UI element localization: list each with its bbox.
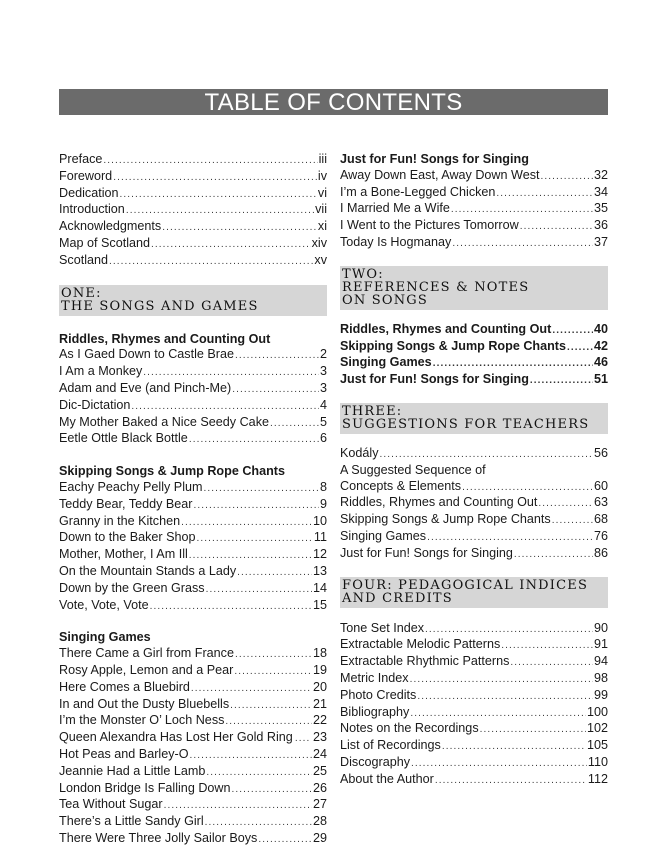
entry-title: Kodály bbox=[340, 445, 379, 460]
dot-leader bbox=[234, 664, 312, 680]
toc-entry[interactable] bbox=[340, 218, 608, 235]
toc-entry[interactable] bbox=[59, 364, 327, 381]
entry-title: Vote, Vote, Vote bbox=[59, 597, 149, 612]
dot-leader bbox=[520, 219, 593, 235]
entry-page: vi bbox=[317, 185, 327, 200]
dot-leader bbox=[232, 382, 319, 398]
entry-page: 99 bbox=[593, 687, 608, 702]
toc-entry[interactable] bbox=[59, 697, 327, 714]
toc-entry[interactable] bbox=[59, 730, 327, 747]
entry-title: Extractable Rhythmic Patterns bbox=[340, 654, 510, 669]
entry-title: Acknowledgments bbox=[59, 219, 162, 234]
dot-leader bbox=[191, 681, 312, 697]
toc-entry[interactable] bbox=[59, 431, 327, 448]
group-heading-riddles[interactable] bbox=[59, 332, 327, 348]
toc-entry[interactable] bbox=[340, 546, 608, 563]
entry-title: Discography bbox=[340, 754, 410, 769]
group-heading-text: Riddles, Rhymes and Counting Out bbox=[59, 331, 271, 346]
dot-leader bbox=[380, 447, 593, 463]
entry-title: There’s a Little Sandy Girl bbox=[59, 814, 204, 829]
dot-leader bbox=[501, 638, 593, 654]
dot-leader bbox=[295, 731, 311, 747]
dot-leader bbox=[270, 416, 319, 432]
section-title: SUGGESTIONS FOR TEACHERS bbox=[342, 416, 590, 432]
entry-page: 26 bbox=[312, 780, 327, 795]
entry-title: Notes on the Recordings bbox=[340, 721, 479, 736]
dot-leader bbox=[510, 655, 593, 671]
toc-entry[interactable] bbox=[59, 497, 327, 514]
entry-title: Down to the Baker Shop bbox=[59, 530, 196, 545]
entry-title: London Bridge Is Falling Down bbox=[59, 780, 231, 795]
group-heading-text: Singing Games bbox=[59, 630, 151, 645]
dot-leader bbox=[190, 748, 312, 764]
dot-leader bbox=[435, 773, 587, 789]
entry-page: 27 bbox=[312, 797, 327, 812]
entry-page: 56 bbox=[593, 445, 608, 460]
section-title: THE SONGS AND GAMES bbox=[61, 298, 259, 314]
entry-page: 29 bbox=[312, 830, 327, 845]
entry-title: Eetle Ottle Black Bottle bbox=[59, 431, 188, 446]
entry-page: 19 bbox=[312, 662, 327, 677]
entry-title: Just for Fun! Songs for Singing bbox=[340, 372, 529, 387]
toc-entry[interactable] bbox=[340, 201, 608, 218]
entry-title: Adam and Eve (and Pinch-Me) bbox=[59, 380, 232, 395]
entry-title: Metric Index bbox=[340, 670, 409, 685]
dot-leader bbox=[162, 220, 317, 236]
dot-leader bbox=[197, 531, 313, 547]
dot-leader bbox=[150, 599, 312, 615]
entry-title: I Married Me a Wife bbox=[340, 201, 450, 216]
entry-page: xi bbox=[317, 219, 327, 234]
dot-leader bbox=[496, 186, 593, 202]
section-number: THREE: bbox=[342, 403, 403, 419]
dot-leader bbox=[181, 515, 312, 531]
entry-page: 105 bbox=[586, 738, 608, 753]
toc-entry[interactable] bbox=[59, 186, 327, 203]
toc-entry[interactable] bbox=[59, 415, 327, 432]
entry-title: There Came a Girl from France bbox=[59, 646, 234, 661]
group-heading-singing[interactable] bbox=[59, 630, 327, 646]
entry-page: 22 bbox=[312, 713, 327, 728]
entry-page: 42 bbox=[593, 338, 608, 353]
entry-title: Riddles, Rhymes and Counting Out bbox=[340, 495, 538, 510]
toc-entry[interactable] bbox=[340, 755, 608, 772]
toc-entry[interactable] bbox=[59, 814, 327, 831]
front-matter-list bbox=[59, 152, 327, 270]
dot-leader bbox=[143, 365, 319, 381]
entry-page: 76 bbox=[593, 528, 608, 543]
dot-leader bbox=[552, 513, 593, 529]
entry-title: Concepts & Elements bbox=[340, 478, 462, 493]
dot-leader bbox=[206, 765, 312, 781]
entry-title: About the Author bbox=[340, 771, 434, 786]
dot-leader bbox=[126, 203, 314, 219]
toc-entry[interactable] bbox=[340, 671, 608, 688]
toc-entry[interactable] bbox=[59, 530, 327, 547]
dot-leader bbox=[411, 756, 587, 772]
toc-entry[interactable] bbox=[59, 347, 327, 364]
group-heading-fun[interactable] bbox=[340, 152, 608, 168]
entry-page: 25 bbox=[312, 763, 327, 778]
toc-entry[interactable] bbox=[59, 680, 327, 697]
dot-leader bbox=[452, 236, 593, 252]
dot-leader bbox=[237, 565, 312, 581]
entry-page: 60 bbox=[593, 478, 608, 493]
toc-entry[interactable] bbox=[340, 446, 608, 463]
section-number: ONE: bbox=[61, 285, 102, 301]
dot-leader bbox=[442, 739, 586, 755]
entry-title: In and Out the Dusty Bluebells bbox=[59, 696, 230, 711]
dot-leader bbox=[230, 698, 312, 714]
toc-entry[interactable] bbox=[340, 688, 608, 705]
entry-page: 102 bbox=[586, 721, 608, 736]
entry-title: List of Recordings bbox=[340, 738, 441, 753]
toc-entry[interactable] bbox=[340, 637, 608, 654]
entry-title: A Suggested Sequence of bbox=[340, 462, 486, 477]
entry-page: 12 bbox=[312, 547, 327, 562]
dot-leader bbox=[258, 832, 312, 848]
entry-title: Jeannie Had a Little Lamb bbox=[59, 763, 206, 778]
entry-page: 23 bbox=[312, 730, 327, 745]
toc-entry[interactable] bbox=[340, 185, 608, 202]
entry-page: 24 bbox=[312, 746, 327, 761]
dot-leader bbox=[151, 237, 311, 253]
entry-page: 5 bbox=[319, 414, 327, 429]
entry-page: 37 bbox=[593, 234, 608, 249]
dot-leader bbox=[552, 323, 593, 339]
entry-page: 11 bbox=[313, 530, 327, 545]
dot-leader bbox=[480, 722, 586, 738]
entry-page: 68 bbox=[593, 512, 608, 527]
toc-right-column bbox=[340, 152, 608, 789]
page-title: TABLE OF CONTENTS bbox=[59, 89, 608, 115]
toc-entry[interactable] bbox=[340, 512, 608, 529]
toc-entry[interactable] bbox=[59, 581, 327, 598]
section-header-two bbox=[340, 266, 608, 310]
dot-leader bbox=[109, 254, 313, 270]
entry-title: Foreword bbox=[59, 168, 113, 183]
entry-page: 98 bbox=[593, 670, 608, 685]
toc-entry[interactable] bbox=[59, 646, 327, 663]
entry-title: I’m the Monster O’ Loch Ness bbox=[59, 713, 225, 728]
entry-title: Preface bbox=[59, 152, 103, 166]
entry-page: 18 bbox=[312, 646, 327, 661]
dot-leader bbox=[538, 496, 593, 512]
section-number: TWO: bbox=[342, 266, 384, 282]
entry-page: 14 bbox=[312, 580, 327, 595]
entry-title: Extractable Melodic Patterns bbox=[340, 637, 501, 652]
toc-entry[interactable] bbox=[340, 654, 608, 671]
entry-page: 20 bbox=[312, 679, 327, 694]
entry-title: As I Gaed Down to Castle Brae bbox=[59, 347, 234, 362]
entry-title: Skipping Songs & Jump Rope Chants bbox=[340, 338, 566, 353]
dot-leader bbox=[205, 815, 312, 831]
dot-leader bbox=[235, 647, 312, 663]
entry-page: 3 bbox=[319, 380, 327, 395]
dot-leader bbox=[541, 169, 593, 185]
entry-page: 110 bbox=[587, 754, 608, 769]
toc-entry[interactable] bbox=[340, 322, 608, 339]
entry-page: 15 bbox=[312, 597, 327, 612]
entry-title: Teddy Bear, Teddy Bear bbox=[59, 496, 193, 511]
toc-entry[interactable] bbox=[59, 713, 327, 730]
section-title: REFERENCES & NOTES bbox=[342, 279, 530, 295]
dot-leader bbox=[451, 202, 593, 218]
dot-leader bbox=[206, 582, 312, 598]
entry-title: I Am a Monkey bbox=[59, 364, 143, 379]
entry-title: On the Mountain Stands a Lady bbox=[59, 563, 237, 578]
entry-page: 10 bbox=[312, 513, 327, 528]
dot-leader bbox=[189, 432, 319, 448]
dot-leader bbox=[427, 530, 593, 546]
dot-leader bbox=[433, 356, 593, 372]
toc-entry[interactable] bbox=[59, 764, 327, 781]
entry-title: Just for Fun! Songs for Singing bbox=[340, 545, 513, 560]
entry-page: 86 bbox=[593, 545, 608, 560]
entry-title: Rosy Apple, Lemon and a Pear bbox=[59, 662, 234, 677]
entry-title: Scotland bbox=[59, 252, 109, 267]
dot-leader bbox=[410, 672, 593, 688]
entry-page: iii bbox=[318, 152, 327, 166]
entry-title: Singing Games bbox=[340, 355, 432, 370]
dot-leader bbox=[204, 481, 319, 497]
section-header-three bbox=[340, 403, 608, 434]
dot-leader bbox=[232, 782, 312, 798]
dot-leader bbox=[410, 706, 586, 722]
entry-page: 9 bbox=[319, 496, 327, 511]
toc-entry[interactable] bbox=[59, 169, 327, 186]
dot-leader bbox=[164, 798, 312, 814]
entry-page: 6 bbox=[319, 431, 327, 446]
entry-page: 4 bbox=[319, 397, 327, 412]
entry-page: 91 bbox=[593, 637, 608, 652]
dot-leader bbox=[417, 689, 593, 705]
dot-leader bbox=[567, 340, 593, 356]
toc-entry[interactable] bbox=[59, 236, 327, 253]
group-heading-skipping[interactable] bbox=[59, 464, 327, 480]
dot-leader bbox=[189, 548, 312, 564]
toc-entry[interactable] bbox=[59, 514, 327, 531]
toc-entry[interactable] bbox=[340, 621, 608, 638]
toc-entry[interactable] bbox=[340, 235, 608, 252]
toc-entry[interactable] bbox=[340, 479, 608, 496]
entry-page: 94 bbox=[593, 654, 608, 669]
toc-entry[interactable] bbox=[59, 381, 327, 398]
section-title: FOUR: PEDAGOGICAL INDICES bbox=[342, 577, 589, 593]
toc-entry[interactable] bbox=[340, 355, 608, 372]
dot-leader bbox=[514, 547, 593, 563]
group-heading-text: Just for Fun! Songs for Singing bbox=[340, 152, 529, 166]
entry-page: 36 bbox=[593, 218, 608, 233]
toc-entry[interactable] bbox=[59, 831, 327, 848]
entry-title: Down by the Green Grass bbox=[59, 580, 205, 595]
toc-entry[interactable] bbox=[340, 339, 608, 356]
dot-leader bbox=[113, 170, 317, 186]
entry-title: I’m a Bone-Legged Chicken bbox=[340, 184, 496, 199]
section-title-cont: ON SONGS bbox=[342, 292, 428, 308]
entry-page: xiv bbox=[311, 235, 327, 250]
toc-entry[interactable] bbox=[59, 219, 327, 236]
entry-title: Riddles, Rhymes and Counting Out bbox=[340, 321, 552, 336]
entry-page: 90 bbox=[593, 620, 608, 635]
toc-entry[interactable] bbox=[340, 738, 608, 755]
entry-title: Skipping Songs & Jump Rope Chants bbox=[340, 512, 551, 527]
toc-entry[interactable] bbox=[59, 202, 327, 219]
entry-title: Tone Set Index bbox=[340, 620, 425, 635]
toc-entry[interactable] bbox=[340, 463, 608, 479]
dot-leader bbox=[225, 714, 312, 730]
entry-title: Mother, Mother, I Am Ill bbox=[59, 547, 188, 562]
entry-page: 32 bbox=[593, 167, 608, 182]
entry-page: 63 bbox=[593, 495, 608, 510]
entry-title: Hot Peas and Barley-O bbox=[59, 746, 189, 761]
toc-entry[interactable] bbox=[59, 598, 327, 615]
toc-entry[interactable] bbox=[59, 797, 327, 814]
dot-leader bbox=[120, 187, 317, 203]
toc-entry[interactable] bbox=[59, 663, 327, 680]
entry-page: 46 bbox=[593, 355, 608, 370]
entry-title: Photo Credits bbox=[340, 687, 417, 702]
dot-leader bbox=[103, 153, 317, 169]
toc-entry[interactable] bbox=[59, 564, 327, 581]
toc-entry[interactable] bbox=[340, 529, 608, 546]
dot-leader bbox=[462, 480, 593, 496]
section-title-cont: AND CREDITS bbox=[342, 590, 453, 606]
entry-title: Singing Games bbox=[340, 528, 427, 543]
section-header-one bbox=[59, 285, 327, 316]
entry-page: 40 bbox=[593, 321, 608, 336]
toc-entry[interactable] bbox=[340, 705, 608, 722]
entry-title: Granny in the Kitchen bbox=[59, 513, 181, 528]
toc-entry[interactable] bbox=[340, 721, 608, 738]
entry-title: Today Is Hogmanay bbox=[340, 234, 452, 249]
entry-title: Eachy Peachy Pelly Plum bbox=[59, 479, 203, 494]
entry-page: 8 bbox=[319, 479, 327, 494]
toc-entry[interactable] bbox=[59, 781, 327, 798]
dot-leader bbox=[131, 399, 319, 415]
entry-title: Map of Scotland bbox=[59, 235, 151, 250]
entry-title: My Mother Baked a Nice Seedy Cake bbox=[59, 414, 269, 429]
entry-title: I Went to the Pictures Tomorrow bbox=[340, 218, 519, 233]
toc-left-column bbox=[59, 152, 327, 848]
toc-entry[interactable] bbox=[340, 372, 608, 389]
group-heading-text: Skipping Songs & Jump Rope Chants bbox=[59, 464, 285, 479]
entry-title: Tea Without Sugar bbox=[59, 797, 163, 812]
entry-title: There Were Three Jolly Sailor Boys bbox=[59, 830, 258, 845]
toc-entry[interactable] bbox=[340, 495, 608, 512]
entry-page: xv bbox=[314, 252, 327, 267]
toc-entry[interactable] bbox=[340, 772, 608, 789]
entry-title: Bibliography bbox=[340, 704, 410, 719]
dot-leader bbox=[194, 498, 319, 514]
entry-title: Away Down East, Away Down West bbox=[340, 167, 540, 182]
entry-page: 2 bbox=[319, 347, 327, 362]
dot-leader bbox=[530, 373, 593, 389]
entry-page: 21 bbox=[312, 696, 327, 711]
entry-title: Dedication bbox=[59, 185, 119, 200]
toc-entry[interactable] bbox=[59, 747, 327, 764]
entry-title: Here Comes a Bluebird bbox=[59, 679, 190, 694]
dot-leader bbox=[235, 348, 319, 364]
entry-page: 3 bbox=[319, 364, 327, 379]
entry-title: Dic-Dictation bbox=[59, 397, 131, 412]
entry-page: vii bbox=[315, 202, 327, 217]
entry-title: Introduction bbox=[59, 202, 125, 217]
entry-page: 112 bbox=[587, 771, 608, 786]
toc-entry[interactable] bbox=[59, 152, 327, 169]
entry-page: 100 bbox=[586, 704, 608, 719]
toc-entry[interactable] bbox=[59, 547, 327, 564]
toc-entry[interactable] bbox=[59, 398, 327, 415]
entry-page: 28 bbox=[312, 814, 327, 829]
entry-page: 51 bbox=[593, 372, 608, 387]
section-header-four bbox=[340, 577, 608, 608]
entry-page: 13 bbox=[312, 563, 327, 578]
entry-page: 34 bbox=[593, 184, 608, 199]
toc-entry[interactable] bbox=[59, 480, 327, 497]
entry-page: iv bbox=[317, 168, 327, 183]
entry-title: Queen Alexandra Has Lost Her Gold Ring bbox=[59, 730, 293, 745]
entry-page: 35 bbox=[593, 201, 608, 216]
toc-entry[interactable] bbox=[340, 168, 608, 185]
dot-leader bbox=[425, 622, 593, 638]
toc-entry[interactable] bbox=[59, 253, 327, 270]
